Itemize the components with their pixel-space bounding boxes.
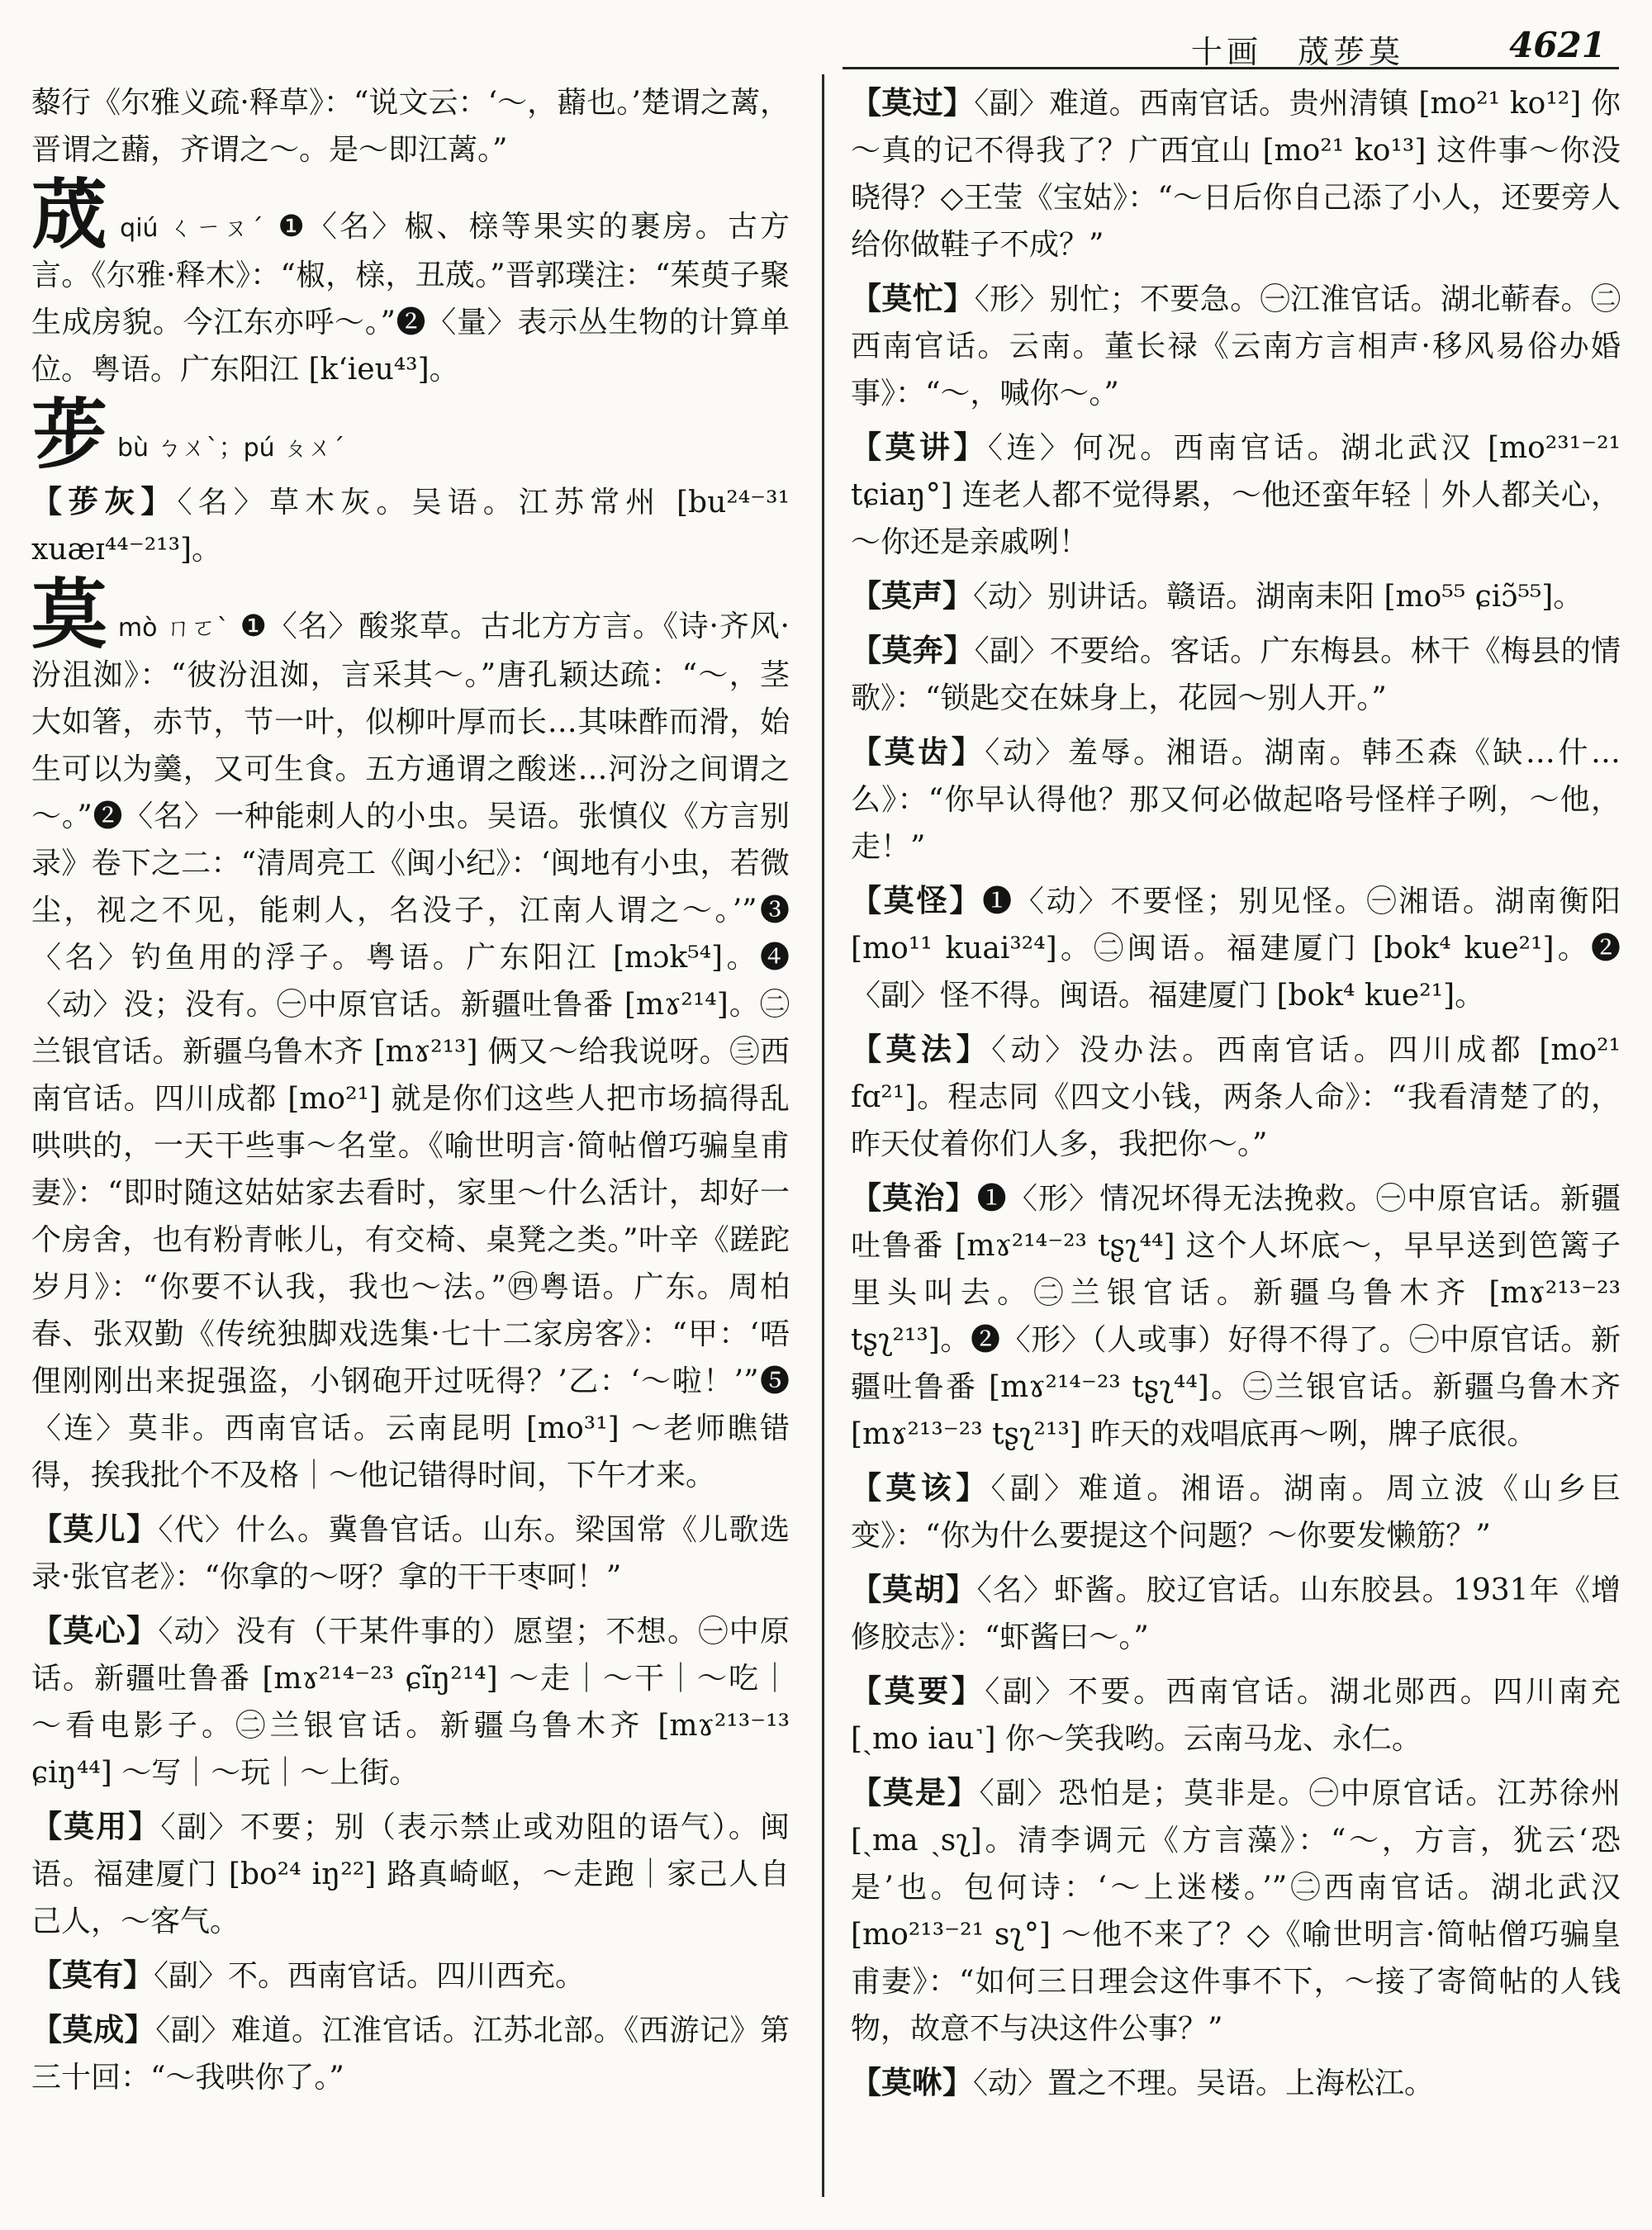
dictionary-entry — [31, 1803, 790, 1945]
sub-headword: 【莫忙】 — [851, 280, 975, 316]
headword-character: 荿 — [31, 170, 111, 259]
pronunciation: mò ㄇㄛˋ — [117, 614, 230, 643]
sub-headword: 【莫该】 — [851, 1469, 991, 1506]
definition-text: 〈副〉难道。江淮官话。江苏北部。《西游记》第三十回：“～我哄你了。” — [31, 2014, 790, 2095]
sub-headword: 【莫成】 — [31, 2011, 156, 2047]
sub-headword: 【莫怪】 — [851, 882, 983, 918]
definition-text: 〈副〉不要给。客话。广东梅县。林干《梅县的情歌》：“锁匙交在妹身上，花园～别人开。” — [851, 634, 1621, 715]
dictionary-entry — [851, 1769, 1621, 2052]
sub-headword: 【荹灰】 — [31, 483, 178, 520]
dictionary-entry — [31, 1607, 790, 1796]
definition-text: ❶〈动〉不要怪；别见怪。㊀湘语。湖南衡阳 [mo¹¹ kuai³²⁴]。㊁闽语。福建厦门 [bok⁴ kue²¹]。❷〈副〉怪不得。闽语。福建厦门 [bok⁴ kue²¹]。 — [851, 885, 1621, 1013]
entry-text: 藜行《尔雅义疏·释草》：“说文云：‘～，蘛也。’楚谓之蓠，晋谓之蘛，齐谓之～。是～即江蓠。” — [31, 86, 790, 167]
dictionary-entry — [851, 1026, 1621, 1168]
definition-text: ❶〈名〉椒、榇等果实的裹房。古方言。《尔雅·释木》：“椒，榇，丑荿。”晋郭璞注：“茱萸子聚生成房貌。今江东亦呼～。”❷〈量〉表示丛生物的计算单位。粤语。广东阳江 [k‘ieu⁴³]。 — [31, 210, 790, 387]
definition-text: 〈名〉草木灰。吴语。江苏常州 [bu²⁴⁻³¹ xuæɪ⁴⁴⁻²¹³]。 — [31, 486, 790, 567]
dictionary-entry — [851, 79, 1621, 268]
header-title: 十画 荿荹莫 — [1190, 34, 1404, 70]
definition-text: 〈动〉羞辱。湘语。湖南。韩丕森《缺…什…么》：“你早认得他？那又何必做起咯号怪样子咧，～他，走！” — [851, 736, 1621, 864]
page-number: 4621 — [1509, 25, 1606, 65]
sub-headword: 【莫法】 — [851, 1031, 992, 1067]
headword-character: 荹 — [31, 390, 108, 479]
sub-headword: 【莫治】 — [851, 1179, 977, 1216]
dictionary-entry — [31, 570, 790, 1499]
definition-text: 〈副〉不。西南官话。四川西充。 — [154, 1959, 586, 1993]
definition-text: 〈副〉难道。湘语。湖南。周立波《山乡巨变》：“你为什么要提这个问题？～你要发懒筋？” — [851, 1472, 1621, 1553]
dictionary-entry — [851, 1174, 1621, 1458]
definition-text: 〈动〉别讲话。赣语。湖南耒阳 [mo⁵⁵ ɕiɔ̃⁵⁵]。 — [973, 580, 1583, 614]
pronunciation: bù ㄅㄨˋ；pú ㄆㄨˊ — [117, 434, 345, 463]
sub-headword: 【莫胡】 — [851, 1571, 977, 1607]
sub-headword: 【莫声】 — [851, 577, 973, 614]
definition-text: 〈连〉何况。西南官话。湖北武汉 [mo²³¹⁻²¹ tɕiaŋ°] 连老人都不觉得累，～他还蛮年轻｜外人都关心，～你还是亲戚咧！ — [851, 431, 1621, 559]
dictionary-entry — [31, 478, 790, 573]
dictionary-entry — [851, 1668, 1621, 1763]
definition-text: ❶〈形〉情况坏得无法挽救。㊀中原官话。新疆吐鲁番 [mɤ²¹⁴⁻²³ tʂʅ⁴⁴] 这个人坏底～，早早送到笆篱子里头叫去。㊁兰银官话。新疆乌鲁木齐 [mɤ²¹³⁻²³ tʂʅ²¹³]。❷〈形〉（人或事）好得不得了。㊀中原官话。新疆吐鲁番 [mɤ²¹⁴⁻²³ tʂʅ⁴⁴]。㊁兰银官话。新疆乌鲁木齐 [mɤ²¹³⁻²³ tʂʅ²¹³] 昨天的戏唱底再～咧，牌子底很。 — [851, 1182, 1621, 1451]
dictionary-entry — [851, 627, 1621, 722]
definition-text: 〈副〉不要。西南官话。湖北郧西。四川南充 [ˏmo iau˺] 你～笑我哟。云南马龙、永仁。 — [851, 1675, 1621, 1756]
dictionary-entry — [31, 390, 790, 479]
definition-text: 〈名〉虾酱。胶辽官话。山东胶县。1931年《增修胶志》：“虾酱曰～。” — [851, 1573, 1621, 1654]
pronunciation: qiú ㄑㄧㄡˊ — [120, 214, 266, 243]
dictionary-entry — [851, 728, 1621, 871]
dictionary-entry — [851, 1566, 1621, 1661]
sub-headword: 【莫要】 — [851, 1672, 985, 1709]
sub-headword: 【莫讲】 — [851, 429, 988, 465]
header-rule — [843, 67, 1619, 69]
definition-text: 〈形〉别忙；不要急。㊀江淮官话。湖北蕲春。㊁西南官话。云南。董长禄《云南方言相声·移风易俗办婚事》：“～，喊你～。” — [851, 282, 1621, 410]
definition-text: 〈副〉难道。西南官话。贵州清镇 [mo²¹ ko¹²] 你～真的记不得我了？广西宜山 [mo²¹ ko¹³] 这件事～你没晓得？◇王莹《宝姑》：“～日后你自己添了小人，还要旁人给你做鞋子不成？” — [851, 87, 1621, 262]
definition-text: 〈动〉没有（干某件事的）愿望；不想。㊀中原话。新疆吐鲁番 [mɤ²¹⁴⁻²³ ɕĩŋ²¹⁴] ～走｜～干｜～吃｜～看电影子。㊁兰银官话。新疆乌鲁木齐 [mɤ²¹³⁻¹³ ɕiŋ⁴⁴] ～写｜～玩｜～上街。 — [31, 1615, 790, 1790]
definition-text: ❶〈名〉酸浆草。古北方方言。《诗·齐风·汾沮洳》：“彼汾沮洳，言采其～。”唐孔颖达疏：“～，茎大如箸，赤节，节一叶，似柳叶厚而长…其味酢而滑，始生可以为羹，又可生食。五方通谓之酸迷…河汾之间谓之～。”❷〈名〉一种能刺人的小虫。吴语。张慎仪《方言别录》卷下之二：“清周亮工《闽小纪》：‘闽地有小虫，若微尘，视之不见，能刺人，名没子，江南人谓之～。’”❸〈名〉钓鱼用的浮子。粤语。广东阳江 [mɔk⁵⁴]。❹〈动〉没；没有。㊀中原官话。新疆吐鲁番 [mɤ²¹⁴]。㊁兰银官话。新疆乌鲁木齐 [mɤ²¹³] 俩又～给我说呀。㊂西南官话。四川成都 [mo²¹] 就是你们这些人把市场搞得乱哄哄的，一天干些事～名堂。《喻世明言·简帖僧巧骗皇甫妻》：“即时随这姑姑家去看时，家里～什么活计，却好一个房舍，也有粉青帐儿，有交椅、桌凳之类。”叶辛《蹉跎岁月》：“你要不认我，我也～法。”㊃粤语。广东。周柏春、张双勤《传统独脚戏选集·七十二家房客》：“甲：‘唔俚刚刚出来捉强盗，小钢砲开过呒得？’乙：‘～啦！’”❺〈连〉莫非。西南官话。云南昆明 [mo³¹] ～老师瞧错得，挨我批个不及格｜～他记错得时间，下午才来。 — [31, 610, 790, 1492]
sub-headword: 【莫心】 — [31, 1612, 159, 1649]
column-divider — [822, 74, 824, 2197]
right-column — [851, 79, 1621, 2213]
definition-text: 〈副〉不要；别（表示禁止或劝阻的语气）。闽语。福建厦门 [bo²⁴ iŋ²²] 路真崎岖，～走跑｜家己人自己人，～客气。 — [31, 1810, 790, 1938]
sub-headword: 【莫过】 — [851, 84, 975, 121]
dictionary-entry — [31, 79, 790, 173]
dictionary-entry — [31, 1952, 790, 2000]
sub-headword: 【莫有】 — [31, 1957, 154, 1993]
sub-headword: 【莫是】 — [851, 1774, 980, 1810]
sub-headword: 【莫儿】 — [31, 1511, 159, 1547]
definition-text: 〈代〉什么。冀鲁官话。山东。梁国常《儿歌选录·张官老》：“你拿的～呀？拿的干干枣呵！” — [31, 1513, 790, 1594]
dictionary-entry — [851, 424, 1621, 566]
dictionary-entry — [851, 877, 1621, 1019]
sub-headword: 【莫齿】 — [851, 733, 985, 770]
sub-headword: 【莫咻】 — [851, 2064, 973, 2100]
dictionary-entry — [851, 2059, 1621, 2107]
sub-headword: 【莫奔】 — [851, 632, 975, 668]
dictionary-entry — [31, 2006, 790, 2101]
headword-character: 莫 — [31, 570, 108, 659]
definition-text: 〈副〉恐怕是；莫非是。㊀中原官话。江苏徐州 [ˏma ˎsʅ]。清李调元《方言藻》：“～，方言，犹云‘恐是’也。包何诗：‘～上迷楼。’”㊁西南官话。湖北武汉 [mo²¹³⁻²¹ sʅ°] ～他不来了？◇《喻世明言·简帖僧巧骗皇甫妻》：“如何三日理会这件事不下，～接了寄简帖的人钱物，故意不与决这件公事？” — [851, 1777, 1621, 2046]
dictionary-entry — [851, 275, 1621, 417]
dictionary-entry — [851, 572, 1621, 620]
left-column — [31, 79, 790, 2213]
dictionary-entry — [851, 1464, 1621, 1559]
dictionary-entry — [31, 1506, 790, 1601]
definition-text: 〈动〉置之不理。吴语。上海松江。 — [973, 2066, 1435, 2100]
definition-text: 〈动〉没办法。西南官话。四川成都 [mo²¹ fɑ²¹]。程志同《四文小钱，两条人命》：“我看清楚了的，昨天仗着你们人多，我把你～。” — [851, 1033, 1621, 1161]
running-header — [843, 18, 1619, 69]
dictionary-entry — [31, 170, 790, 393]
sub-headword: 【莫用】 — [31, 1808, 161, 1844]
